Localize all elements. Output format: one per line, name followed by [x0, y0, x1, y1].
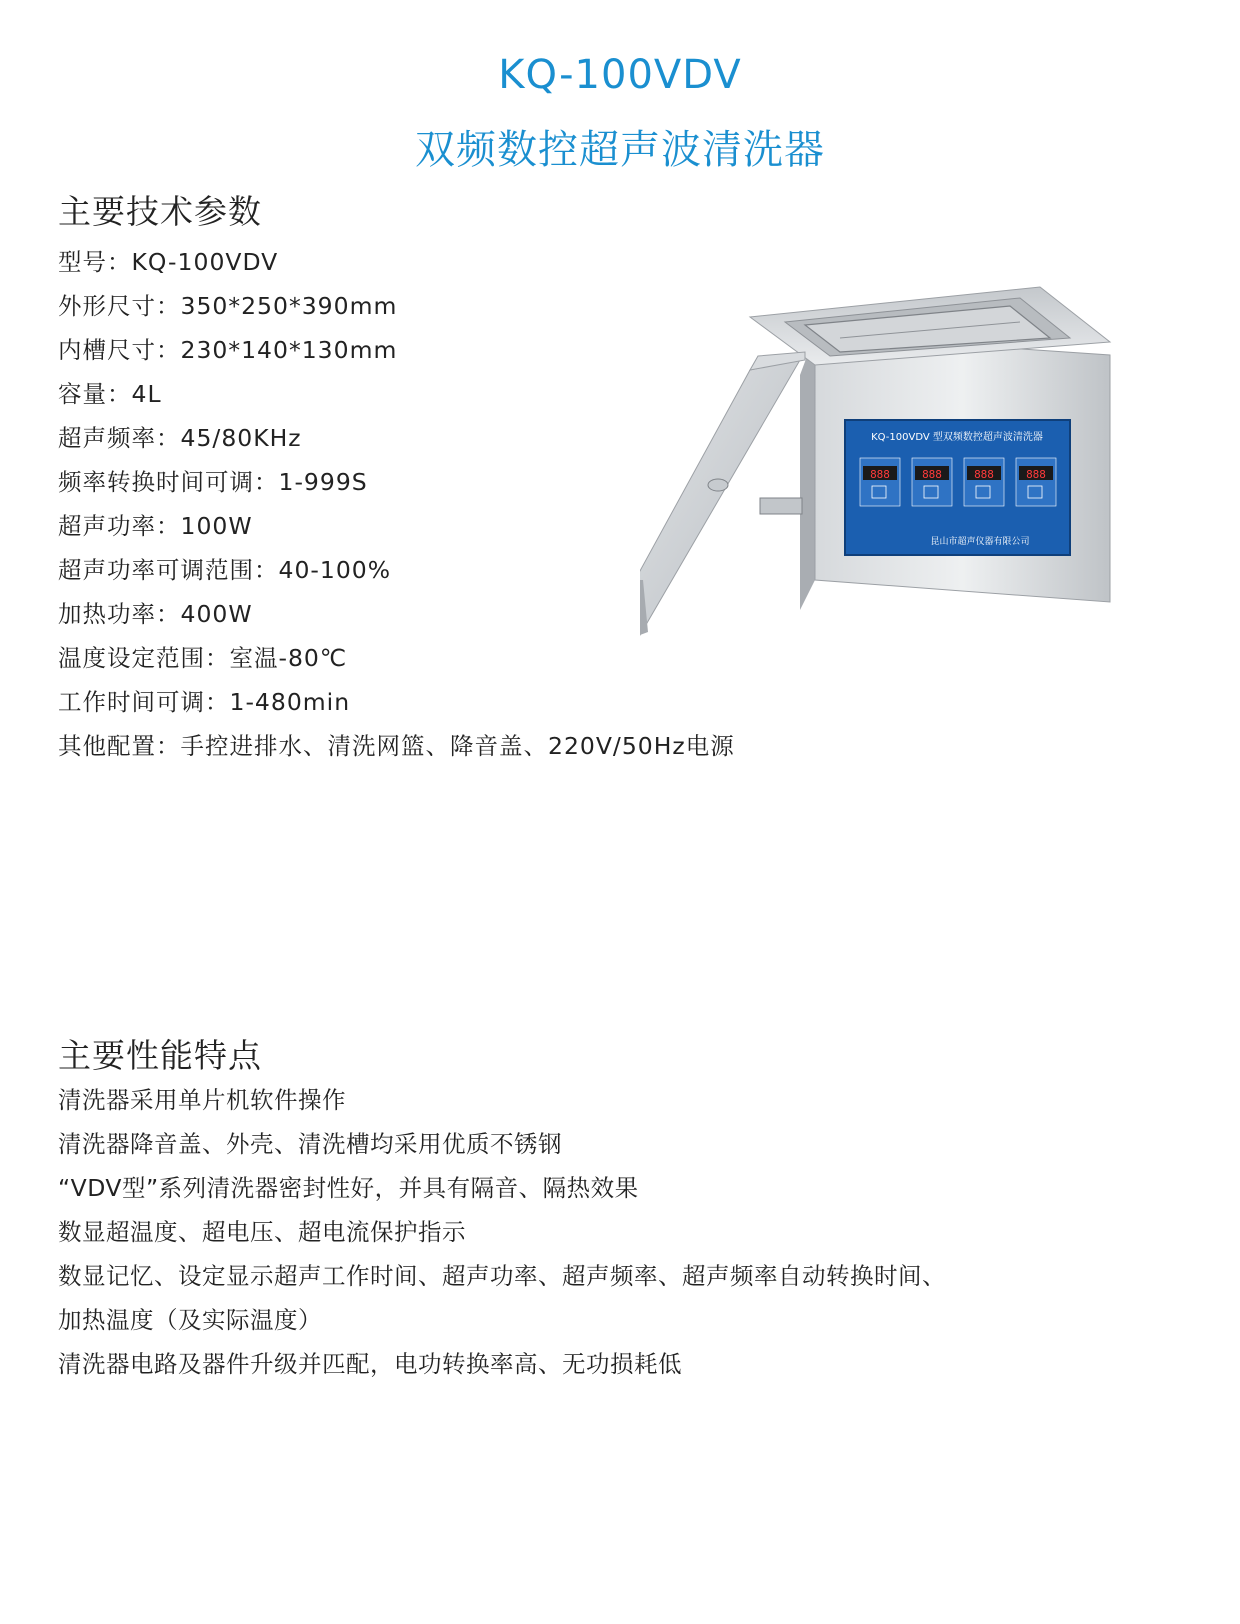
product-name-title: 双频数控超声波清洗器	[415, 127, 825, 173]
panel-company-text: 昆山市超声仪器有限公司	[930, 537, 1030, 547]
spec-frequency: 超声频率：45/80KHz	[58, 424, 302, 452]
hinge	[760, 498, 802, 514]
feature-item: 数显记忆、设定显示超声工作时间、超声功率、超声频率、超声频率自动转换时间、	[58, 1262, 946, 1290]
product-model-title: KQ-100VDV	[498, 52, 742, 98]
spec-inner-size: 内槽尺寸：230*140*130mm	[58, 336, 398, 364]
spec-switch-time: 频率转换时间可调：1-999S	[58, 468, 368, 496]
feature-item: 数显超温度、超电压、超电流保护指示	[58, 1218, 466, 1246]
feature-item: 清洗器电路及器件升级并匹配，电功转换率高、无功损耗低	[58, 1350, 682, 1378]
feature-item: 加热温度（及实际温度）	[58, 1306, 322, 1334]
display-3: 888	[974, 468, 994, 481]
lid-knob	[708, 479, 728, 491]
spec-temperature-range: 温度设定范围：室温-80℃	[58, 644, 348, 672]
spec-model: 型号：KQ-100VDV	[58, 248, 279, 276]
ultrasonic-cleaner-image	[640, 280, 1160, 660]
specs-list	[58, 240, 735, 768]
spec-power: 超声功率：100W	[58, 512, 253, 540]
body-side	[800, 335, 815, 610]
display-2: 888	[922, 468, 942, 481]
spec-other-config: 其他配置：手控进排水、清洗网篮、降音盖、220V/50Hz电源	[58, 732, 735, 760]
spec-capacity: 容量：4L	[58, 380, 162, 408]
spec-outer-size: 外形尺寸：350*250*390mm	[58, 292, 398, 320]
spec-power-range: 超声功率可调范围：40-100%	[58, 556, 392, 584]
spec-work-time: 工作时间可调：1-480min	[58, 688, 351, 716]
display-4: 888	[1026, 468, 1046, 481]
feature-item: 清洗器降音盖、外壳、清洗槽均采用优质不锈钢	[58, 1130, 562, 1158]
panel-title-text: KQ-100VDV 型双频数控超声波清洗器	[871, 432, 1043, 443]
display-1: 888	[870, 468, 890, 481]
feature-item: 清洗器采用单片机软件操作	[58, 1086, 346, 1114]
spec-heating-power: 加热功率：400W	[58, 600, 253, 628]
feature-item: “VDV型”系列清洗器密封性好，并具有隔音、隔热效果	[58, 1174, 639, 1202]
features-list	[58, 1078, 946, 1386]
specs-heading: 主要技术参数	[58, 192, 262, 231]
features-heading: 主要性能特点	[58, 1036, 262, 1075]
